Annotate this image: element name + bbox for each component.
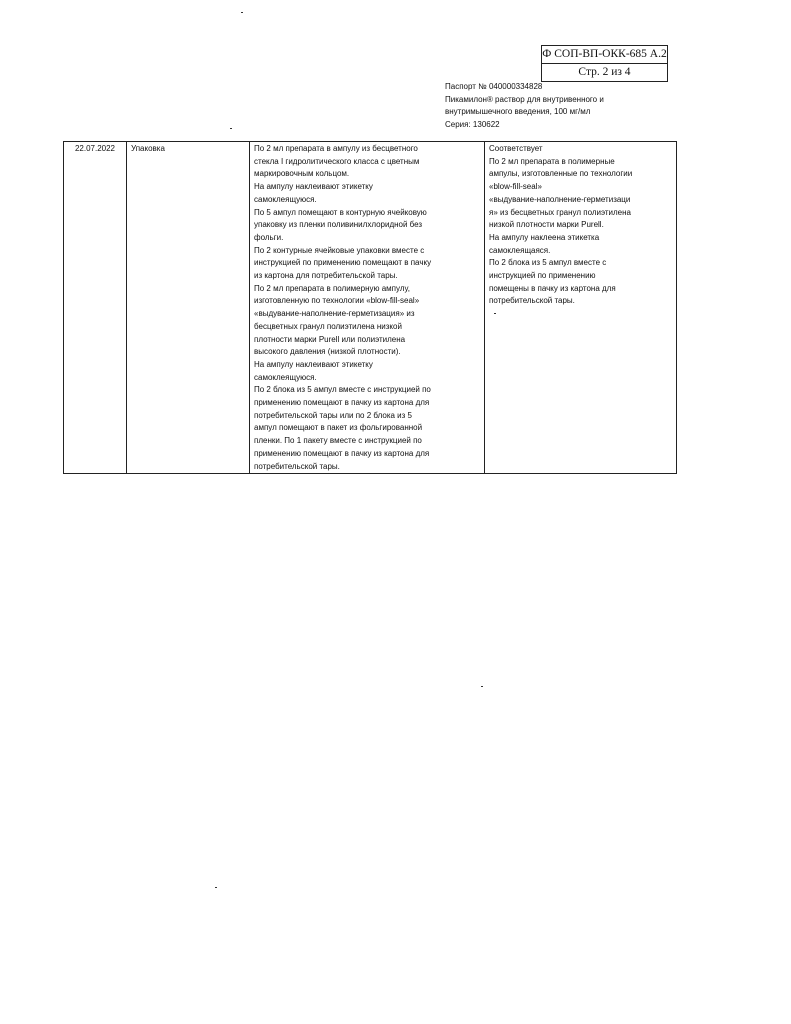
scan-speck	[230, 128, 232, 129]
quality-table	[63, 141, 677, 474]
result-status: Соответствует	[489, 144, 543, 153]
document-code-box	[541, 45, 668, 82]
date-cell: 22.07.2022	[64, 142, 127, 474]
page-number: Стр. 2 из 4	[542, 63, 667, 81]
series-number: Серия: 130622	[445, 119, 500, 129]
result-text: По 2 мл препарата в полимерные ампулы, изготовленные по технологии «blow-fill-seal» «выдувание-наполнение-герметизаци я» из бесцветных гранул полиэтилена низкой плотности марки Purell. На ампулу наклеена этикетка самоклеящаяся. По 2 блока из 5 ампул вместе с инструкцией по применению помещены в пачку из картона для потребительской тары.	[489, 156, 633, 306]
scan-speck	[241, 12, 243, 13]
scan-speck	[481, 686, 483, 687]
indicator-cell: Упаковка	[127, 142, 250, 474]
scan-speck	[215, 887, 217, 888]
passport-header	[445, 81, 645, 131]
passport-number: Паспорт № 040000334828	[445, 82, 543, 91]
product-name: Пикамилон® раствор для внутривенного и внутримышечного введения, 100 мг/мл	[445, 94, 604, 116]
requirement-text: По 2 мл препарата в ампулу из бесцветного стекла I гидролитического класса с цветным маркировочным кольцом. На ампулу наклеивают этикетку самоклеящуюся. По 5 ампул помещают в контурную ячейковую упаковку из пленки поливинилхлоридной без фольги. По 2 контурные ячейковые упаковки вместе с инструкцией по применению помещают в пачку из картона для потребительской тары. По 2 мл препарата в полимерную ампулу, изготовленную по технологии «blow-fill-seal» «выдувание-наполнение-герметизация» из бесцветных гранул полиэтилена низкой плотности марки Purell или полиэтилена высокого давления (низкой плотности). На ампулу наклеивают этикетку самоклеящуюся. По 2 блока из 5 ампул вместе с инструкцией по применению помещают в пачку из картона для потребительской тары или по 2 блока из 5 ампул помещают в пакет из фольгированной пленки. По 1 пакету вместе с инструкцией по применению помещают в пачку из картона для потребительской тары.	[254, 144, 432, 471]
table-row	[64, 142, 677, 474]
result-cell	[485, 142, 677, 474]
requirement-cell	[250, 142, 485, 474]
scan-speck	[494, 313, 496, 314]
document-code: Ф СОП-ВП-ОКК-685 А.2	[542, 48, 667, 60]
